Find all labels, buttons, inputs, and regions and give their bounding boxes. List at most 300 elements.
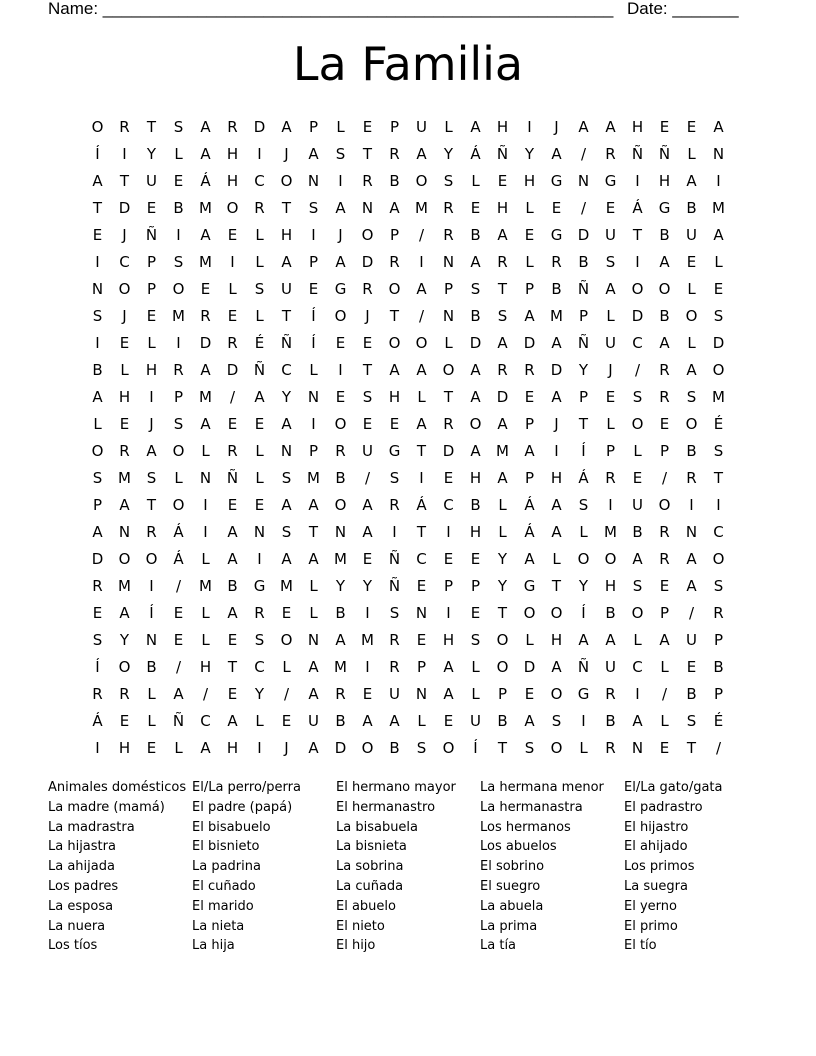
grid-letter: /	[364, 469, 371, 487]
word-bank-item: La hija	[192, 938, 235, 954]
grid-letter: Y	[119, 631, 130, 649]
grid-letter: J	[608, 361, 613, 379]
grid-letter: O	[523, 604, 536, 622]
grid-letter: G	[550, 226, 563, 244]
grid-letter: Í	[473, 739, 478, 757]
grid-letter: L	[309, 361, 318, 379]
grid-letter: B	[659, 307, 670, 325]
grid-letter: L	[255, 253, 264, 271]
grid-letter: Y	[281, 388, 292, 406]
grid-letter: O	[631, 604, 644, 622]
grid-letter: P	[524, 280, 535, 298]
grid-letter: P	[389, 118, 400, 136]
grid-letter: A	[227, 550, 238, 568]
grid-letter: P	[416, 658, 427, 676]
grid-letter: B	[605, 604, 616, 622]
grid-letter: I	[338, 172, 343, 190]
word-bank-item: El hermanastro	[336, 799, 436, 815]
grid-letter: /	[634, 361, 641, 379]
grid-letter: H	[469, 469, 482, 487]
grid-letter: E	[146, 307, 157, 325]
grid-letter: E	[713, 280, 724, 298]
grid-letter: M	[199, 577, 212, 595]
grid-letter: T	[686, 739, 697, 757]
grid-letter: O	[469, 415, 482, 433]
grid-letter: O	[118, 280, 131, 298]
grid-letter: E	[686, 118, 697, 136]
grid-letter: L	[687, 280, 696, 298]
grid-letter: A	[200, 145, 211, 163]
grid-letter: E	[227, 631, 238, 649]
grid-letter: D	[523, 334, 536, 352]
grid-letter: E	[524, 685, 535, 703]
grid-letter: R	[389, 145, 400, 163]
grid-letter: E	[254, 415, 265, 433]
grid-letter: H	[523, 172, 536, 190]
grid-letter: A	[578, 118, 589, 136]
word-bank-item: La hermana menor	[480, 780, 604, 795]
grid-letter: N	[307, 388, 320, 406]
grid-letter: I	[554, 442, 559, 460]
grid-letter: Ñ	[577, 280, 590, 298]
grid-letter: A	[362, 712, 373, 730]
grid-letter: L	[120, 361, 129, 379]
grid-letter: A	[686, 361, 697, 379]
grid-letter: N	[415, 685, 428, 703]
grid-letter: A	[173, 685, 184, 703]
grid-letter: R	[119, 118, 130, 136]
grid-letter: N	[253, 523, 266, 541]
grid-letter: R	[605, 469, 616, 487]
grid-letter: N	[577, 172, 590, 190]
grid-letter: R	[119, 685, 130, 703]
grid-letter: L	[201, 442, 210, 460]
grid-letter: G	[334, 280, 347, 298]
grid-letter: Ñ	[145, 226, 158, 244]
grid-letter: S	[524, 739, 535, 757]
grid-letter: O	[388, 280, 401, 298]
grid-letter: J	[554, 118, 559, 136]
grid-letter: L	[228, 280, 237, 298]
grid-letter: E	[308, 280, 319, 298]
grid-letter: L	[471, 658, 480, 676]
grid-letter: O	[280, 172, 293, 190]
grid-letter: Ñ	[577, 334, 590, 352]
grid-letter: R	[605, 685, 616, 703]
grid-letter: E	[659, 577, 670, 595]
grid-letter: Y	[497, 550, 508, 568]
grid-letter: Y	[443, 145, 454, 163]
grid-letter: H	[199, 658, 212, 676]
grid-letter: P	[443, 280, 454, 298]
grid-letter: Í	[149, 604, 154, 622]
grid-letter: N	[361, 199, 374, 217]
grid-letter: I	[365, 604, 370, 622]
grid-letter: S	[713, 307, 724, 325]
grid-letter: M	[361, 631, 374, 649]
grid-letter: A	[281, 496, 292, 514]
grid-letter: U	[281, 280, 292, 298]
grid-letter: R	[686, 469, 697, 487]
word-bank-item: La padrina	[192, 859, 261, 875]
grid-letter: N	[631, 739, 644, 757]
grid-letter: Í	[95, 145, 100, 163]
grid-letter: A	[686, 172, 697, 190]
grid-letter: A	[497, 226, 508, 244]
grid-letter: D	[496, 388, 509, 406]
grid-letter: B	[578, 253, 589, 271]
grid-letter: B	[686, 442, 697, 460]
grid-letter: B	[470, 307, 481, 325]
grid-letter: P	[470, 577, 481, 595]
grid-letter: A	[389, 199, 400, 217]
grid-letter: R	[389, 253, 400, 271]
grid-letter: A	[416, 361, 427, 379]
grid-letter: L	[633, 631, 642, 649]
word-bank-item: El yerno	[624, 898, 677, 914]
grid-letter: T	[119, 172, 130, 190]
grid-letter: Y	[254, 685, 265, 703]
grid-letter: Í	[95, 658, 100, 676]
grid-letter: M	[172, 307, 185, 325]
grid-letter: L	[255, 442, 264, 460]
grid-letter: A	[308, 739, 319, 757]
grid-letter: O	[550, 685, 563, 703]
grid-letter: L	[714, 253, 723, 271]
grid-letter: O	[334, 415, 347, 433]
grid-letter: I	[257, 145, 262, 163]
name-line: Name: ______________________________________________________	[48, 0, 614, 18]
word-bank-item: La nuera	[48, 918, 106, 934]
grid-letter: E	[227, 415, 238, 433]
grid-letter: Ñ	[280, 334, 293, 352]
grid-letter: A	[281, 118, 292, 136]
grid-letter: S	[686, 712, 697, 730]
grid-letter: H	[226, 172, 239, 190]
grid-letter: A	[362, 496, 373, 514]
grid-letter: L	[336, 118, 345, 136]
grid-letter: R	[254, 604, 265, 622]
grid-letter: A	[470, 253, 481, 271]
grid-letter: I	[176, 226, 181, 244]
grid-letter: S	[92, 307, 103, 325]
word-bank-item: El nieto	[336, 918, 385, 934]
grid-letter: T	[146, 118, 157, 136]
grid-letter: L	[471, 685, 480, 703]
grid-letter: B	[173, 199, 184, 217]
grid-letter: L	[687, 145, 696, 163]
grid-letter: R	[659, 388, 670, 406]
grid-letter: G	[604, 172, 617, 190]
grid-letter: Y	[497, 577, 508, 595]
grid-letter: L	[606, 415, 615, 433]
grid-letter: A	[200, 739, 211, 757]
grid-letter: A	[497, 469, 508, 487]
grid-letter: A	[551, 658, 562, 676]
grid-letter: S	[389, 469, 400, 487]
grid-letter: O	[658, 496, 671, 514]
word-bank-item: La sobrina	[336, 859, 404, 875]
grid-letter: L	[444, 334, 453, 352]
grid-letter: E	[362, 415, 373, 433]
grid-letter: Í	[311, 334, 316, 352]
grid-letter: E	[686, 253, 697, 271]
grid-letter: R	[254, 199, 265, 217]
grid-letter: O	[550, 739, 563, 757]
grid-letter: N	[199, 469, 212, 487]
grid-letter: L	[309, 604, 318, 622]
grid-letter: M	[334, 658, 347, 676]
grid-letter: T	[92, 199, 103, 217]
grid-letter: Á	[578, 469, 589, 487]
grid-letter: L	[579, 523, 588, 541]
grid-letter: P	[389, 226, 400, 244]
grid-letter: E	[173, 631, 184, 649]
grid-letter: L	[147, 712, 156, 730]
grid-letter: D	[523, 658, 536, 676]
grid-letter: M	[604, 523, 617, 541]
grid-letter: U	[632, 496, 643, 514]
grid-letter: B	[686, 199, 697, 217]
grid-letter: E	[173, 604, 184, 622]
grid-letter: /	[175, 577, 182, 595]
grid-letter: A	[200, 118, 211, 136]
grid-letter: A	[416, 415, 427, 433]
grid-letter: /	[202, 685, 209, 703]
grid-letter: U	[686, 631, 697, 649]
grid-letter: L	[255, 307, 264, 325]
grid-letter: L	[147, 685, 156, 703]
grid-letter: R	[227, 118, 238, 136]
grid-letter: I	[689, 496, 694, 514]
grid-letter: E	[281, 604, 292, 622]
grid-letter: T	[416, 442, 427, 460]
grid-letter: M	[550, 307, 563, 325]
grid-letter: I	[635, 253, 640, 271]
grid-letter: A	[335, 199, 346, 217]
grid-letter: H	[550, 631, 563, 649]
grid-letter: P	[578, 307, 589, 325]
grid-letter: B	[92, 361, 103, 379]
grid-letter: T	[308, 523, 319, 541]
grid-letter: O	[577, 550, 590, 568]
grid-letter: H	[631, 118, 644, 136]
grid-letter: Y	[362, 577, 373, 595]
grid-letter: A	[470, 118, 481, 136]
grid-letter: O	[415, 172, 428, 190]
word-bank-item: El bisabuelo	[192, 819, 271, 835]
word-bank-item: La abuela	[480, 898, 544, 914]
grid-letter: P	[659, 604, 670, 622]
word-bank-item: El/La perro/perra	[192, 780, 301, 795]
grid-letter: A	[308, 496, 319, 514]
grid-letter: E	[470, 199, 481, 217]
word-bank-item: La bisabuela	[336, 819, 419, 835]
grid-letter: R	[362, 172, 373, 190]
grid-letter: E	[659, 739, 670, 757]
grid-letter: E	[119, 334, 130, 352]
grid-letter: I	[176, 334, 181, 352]
grid-letter: O	[334, 496, 347, 514]
grid-letter: U	[686, 226, 697, 244]
grid-letter: A	[686, 577, 697, 595]
grid-letter: T	[578, 415, 589, 433]
grid-letter: É	[713, 712, 724, 730]
grid-letter: S	[254, 631, 265, 649]
grid-letter: D	[91, 550, 104, 568]
grid-letter: L	[201, 550, 210, 568]
grid-letter: L	[525, 199, 534, 217]
grid-letter: N	[415, 604, 428, 622]
grid-letter: C	[254, 172, 265, 190]
grid-letter: S	[389, 604, 400, 622]
grid-letter: J	[554, 415, 559, 433]
grid-letter: N	[685, 523, 698, 541]
grid-letter: O	[145, 550, 158, 568]
grid-letter: M	[415, 199, 428, 217]
word-bank-item: La tía	[480, 938, 517, 954]
grid-letter: A	[632, 550, 643, 568]
grid-letter: M	[199, 199, 212, 217]
grid-letter: C	[443, 496, 454, 514]
grid-letter: E	[416, 631, 427, 649]
grid-letter: /	[175, 658, 182, 676]
grid-letter: J	[122, 307, 127, 325]
grid-letter: H	[388, 388, 401, 406]
word-bank-item: El sobrino	[480, 859, 545, 875]
grid-letter: P	[308, 253, 319, 271]
grid-letter: E	[443, 550, 454, 568]
grid-letter: E	[119, 415, 130, 433]
word-bank-item: La madrastra	[48, 819, 135, 835]
grid-letter: A	[281, 415, 292, 433]
grid-letter: G	[658, 199, 671, 217]
grid-letter: S	[632, 577, 643, 595]
grid-letter: E	[524, 226, 535, 244]
grid-letter: A	[92, 523, 103, 541]
grid-letter: E	[335, 334, 346, 352]
grid-letter: B	[227, 577, 238, 595]
grid-letter: D	[550, 361, 563, 379]
grid-letter: T	[497, 604, 508, 622]
grid-letter: R	[551, 253, 562, 271]
word-bank-item: Los abuelos	[480, 839, 557, 855]
grid-letter: A	[605, 118, 616, 136]
grid-letter: M	[118, 469, 131, 487]
grid-letter: E	[605, 388, 616, 406]
grid-letter: Ñ	[577, 658, 590, 676]
grid-letter: B	[605, 712, 616, 730]
grid-letter: R	[200, 307, 211, 325]
grid-letter: J	[122, 226, 127, 244]
grid-letter: /	[418, 307, 425, 325]
grid-letter: Ñ	[226, 469, 239, 487]
grid-letter: /	[715, 739, 722, 757]
grid-letter: L	[282, 658, 291, 676]
grid-letter: D	[631, 307, 644, 325]
grid-letter: I	[95, 739, 100, 757]
grid-letter: P	[713, 685, 724, 703]
grid-letter: R	[497, 361, 508, 379]
grid-letter: R	[389, 631, 400, 649]
grid-letter: É	[254, 334, 265, 352]
grid-letter: D	[118, 199, 131, 217]
grid-letter: A	[227, 712, 238, 730]
grid-letter: S	[551, 712, 562, 730]
word-bank-item: Animales domésticos	[48, 780, 187, 795]
grid-letter: S	[686, 388, 697, 406]
grid-letter: G	[523, 577, 536, 595]
grid-letter: O	[496, 631, 509, 649]
grid-letter: U	[362, 442, 373, 460]
word-bank-item: La cuñada	[336, 878, 404, 894]
grid-letter: R	[335, 442, 346, 460]
grid-letter: J	[284, 145, 289, 163]
grid-letter: M	[712, 388, 725, 406]
grid-letter: R	[443, 199, 454, 217]
grid-letter: D	[226, 361, 239, 379]
grid-letter: S	[173, 118, 184, 136]
grid-letter: Ñ	[388, 550, 401, 568]
grid-letter: A	[335, 253, 346, 271]
grid-letter: M	[307, 469, 320, 487]
grid-letter: E	[254, 496, 265, 514]
grid-letter: L	[309, 577, 318, 595]
grid-letter: R	[659, 550, 670, 568]
grid-letter: I	[311, 226, 316, 244]
grid-letter: C	[713, 523, 724, 541]
grid-letter: I	[392, 523, 397, 541]
grid-letter: O	[361, 226, 374, 244]
grid-letter: O	[226, 199, 239, 217]
grid-letter: S	[443, 172, 454, 190]
grid-letter: D	[712, 334, 725, 352]
grid-letter: B	[389, 739, 400, 757]
grid-letter: A	[551, 496, 562, 514]
grid-letter: I	[257, 550, 262, 568]
grid-letter: B	[686, 685, 697, 703]
grid-letter: S	[146, 469, 157, 487]
grid-letter: E	[146, 199, 157, 217]
grid-letter: E	[659, 415, 670, 433]
grid-letter: M	[712, 199, 725, 217]
grid-letter: S	[92, 469, 103, 487]
grid-letter: O	[172, 280, 185, 298]
grid-letter: Í	[581, 604, 586, 622]
grid-letter: Á	[470, 145, 481, 163]
grid-letter: H	[226, 739, 239, 757]
grid-letter: A	[686, 550, 697, 568]
grid-letter: A	[551, 388, 562, 406]
grid-letter: T	[362, 361, 373, 379]
grid-letter: S	[281, 469, 292, 487]
grid-letter: B	[713, 658, 724, 676]
grid-letter: P	[308, 118, 319, 136]
grid-letter: H	[550, 469, 563, 487]
grid-letter: E	[497, 172, 508, 190]
grid-letter: E	[335, 388, 346, 406]
grid-letter: R	[605, 145, 616, 163]
grid-letter: T	[146, 496, 157, 514]
grid-letter: Á	[173, 523, 184, 541]
grid-letter: A	[632, 712, 643, 730]
grid-letter: L	[525, 631, 534, 649]
grid-letter: U	[389, 685, 400, 703]
grid-letter: G	[550, 172, 563, 190]
grid-letter: E	[200, 280, 211, 298]
word-bank-item: Los hermanos	[480, 819, 571, 835]
grid-letter: A	[362, 523, 373, 541]
